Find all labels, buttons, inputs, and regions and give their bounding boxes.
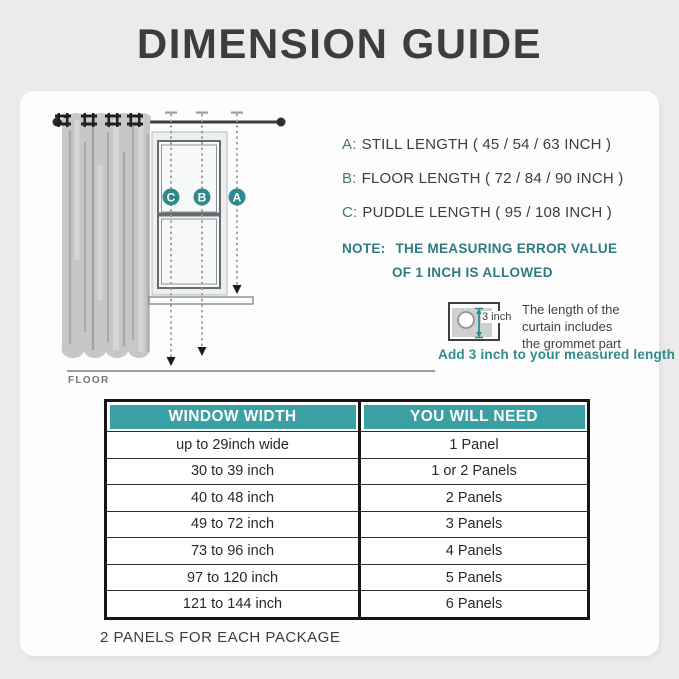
cell-window-width: 73 to 96 inch (107, 537, 358, 564)
header-cell-you-will-need: YOU WILL NEED (358, 402, 587, 431)
cell-panels: 5 Panels (358, 564, 587, 591)
cell-panels: 3 Panels (358, 511, 587, 538)
floor-label: FLOOR (68, 375, 110, 386)
marker-c-label: C (166, 190, 176, 205)
marker-b (194, 189, 211, 206)
grommet-tip: Add 3 inch to your measured length (438, 347, 676, 362)
note-text-1: THE MEASURING ERROR VALUE (395, 241, 618, 256)
marker-a-label: A (232, 190, 242, 205)
rod-finial-right-icon (277, 118, 286, 127)
length-text-b: FLOOR LENGTH ( 72 / 84 / 90 INCH ) (361, 170, 624, 187)
curtain-panel (62, 113, 152, 358)
floor-line (67, 370, 435, 372)
note-prefix: NOTE: (342, 241, 386, 256)
length-item-b (342, 170, 623, 187)
length-key-b: B: (342, 170, 357, 187)
header-cell-window-width: WINDOW WIDTH (107, 402, 358, 431)
marker-c (163, 189, 180, 206)
length-key-c: C: (342, 204, 358, 221)
grommet-description-line: the grommet part (522, 336, 621, 351)
curtain-diagram (38, 100, 340, 395)
arrowhead-c-icon (167, 357, 176, 366)
measure-cap-a (231, 112, 243, 114)
arrowhead-a-icon (233, 285, 242, 294)
page-title: DIMENSION GUIDE (136, 20, 543, 67)
cell-window-width: 40 to 48 inch (107, 484, 358, 511)
cell-window-width: up to 29inch wide (107, 431, 358, 458)
arrowhead-b-icon (198, 347, 207, 356)
cell-panels: 1 or 2 Panels (358, 458, 587, 485)
measure-cap-c (165, 112, 177, 114)
grommet-measure-label: 3 inch (482, 311, 512, 323)
marker-b-label: B (197, 190, 207, 205)
cell-panels: 6 Panels (358, 590, 587, 617)
window-sash-bar (158, 213, 220, 217)
measure-cap-b (196, 112, 208, 114)
length-item-c (342, 204, 612, 221)
length-key-a: A: (342, 136, 357, 153)
note-line-2: OF 1 INCH IS ALLOWED (392, 265, 553, 280)
window-sill (149, 297, 253, 304)
cell-window-width: 121 to 144 inch (107, 590, 358, 617)
length-item-a (342, 136, 611, 153)
length-text-c: PUDDLE LENGTH ( 95 / 108 INCH ) (362, 204, 613, 221)
length-text-a: STILL LENGTH ( 45 / 54 / 63 INCH ) (361, 136, 612, 153)
cell-panels: 2 Panels (358, 484, 587, 511)
footer-note: 2 PANELS FOR EACH PACKAGE (100, 629, 341, 646)
cell-panels: 4 Panels (358, 537, 587, 564)
cell-window-width: 49 to 72 inch (107, 511, 358, 538)
cell-panels: 1 Panel (358, 431, 587, 458)
panel-table (104, 399, 590, 620)
cell-window-width: 30 to 39 inch (107, 458, 358, 485)
marker-a (229, 189, 246, 206)
note-line-1 (342, 241, 617, 256)
grommet-description-line: curtain includes (522, 319, 613, 334)
cell-window-width: 97 to 120 inch (107, 564, 358, 591)
grommet-description-line: The length of the (522, 302, 620, 317)
